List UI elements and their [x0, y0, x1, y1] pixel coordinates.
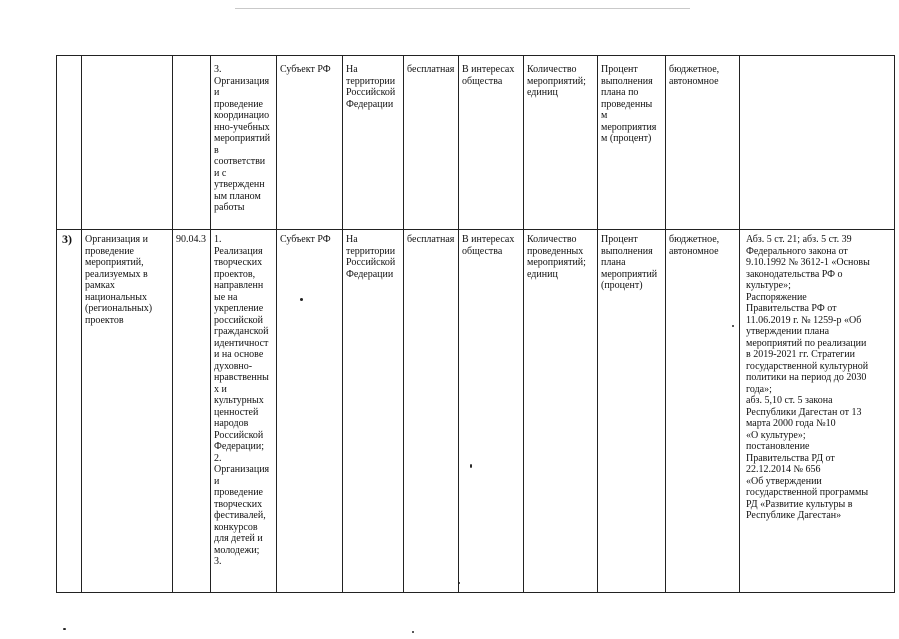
scan-speck	[412, 631, 414, 633]
row-number: 3)	[57, 230, 82, 593]
payment-cell: бесплатная	[404, 230, 459, 593]
services-table	[56, 55, 895, 593]
quality-indicator-cell: Процент выполнения плана по проведенны м мероприятия м (процент)	[598, 56, 666, 230]
service-content: 3. Организация и проведение координацио нно-учебных мероприятий в соответстви и с утвержденн ым планом работы	[211, 56, 277, 230]
territory-cell: На территории Российской Федерации	[343, 56, 404, 230]
row-number	[57, 56, 82, 230]
scan-speck	[63, 628, 66, 630]
subject-cell: Субъект РФ	[277, 56, 343, 230]
service-name: Организация и проведение мероприятий, реализуемых в рамках национальных (региональных) проектов	[82, 230, 173, 593]
quality-indicator-cell: Процент выполнения плана мероприятий (процент)	[598, 230, 666, 593]
service-name	[82, 56, 173, 230]
interest-cell: В интересах общества	[459, 56, 524, 230]
table-row	[57, 230, 895, 593]
subject-cell: Субъект РФ	[277, 230, 343, 593]
legal-basis-cell: Абз. 5 ст. 21; абз. 5 ст. 39 Федерального закона от 9.10.1992 № 3612-1 «Основы законодательства РФ о культуре»; Распоряжение Правительства РФ от 11.06.2019 г. № 1259-р «Об утверждении плана мероприятий по реализации в 2019-2021 гг. Стратегии государственной культурной политики на период до 2030 года»; абз. 5,10 ст. 5 закона Республики Дагестан от 13 марта 2000 года №10 «О культуре»; постановление Правительства РД от 22.12.2014 № 656 «Об утверждении государственной программы РД «Развитие культуры в Республике Дагестан»	[740, 230, 895, 593]
institution-type-cell: бюджетное, автономное	[666, 230, 740, 593]
scan-speck	[300, 298, 303, 301]
volume-indicator-cell: Количество мероприятий; единиц	[524, 56, 598, 230]
legal-basis-cell	[740, 56, 895, 230]
scan-speck	[470, 464, 472, 468]
territory-cell: На территории Российской Федерации	[343, 230, 404, 593]
payment-cell: бесплатная	[404, 56, 459, 230]
scan-speck	[458, 582, 460, 584]
service-code	[173, 56, 211, 230]
service-code: 90.04.3	[173, 230, 211, 593]
service-content: 1. Реализация творческих проектов, направленн ые на укрепление российской гражданской идентичност и на основе духовно- нравственны х и культурных ценностей народов Российской Федерации; 2. Организация и проведение творческих фестивалей, конкурсов для детей и молодежи; 3.	[211, 230, 277, 593]
scan-top-line	[235, 8, 690, 9]
interest-cell: В интересах общества	[459, 230, 524, 593]
scan-speck	[732, 325, 734, 327]
volume-indicator-cell: Количество проведенных мероприятий; единиц	[524, 230, 598, 593]
table-row	[57, 56, 895, 230]
institution-type-cell: бюджетное, автономное	[666, 56, 740, 230]
